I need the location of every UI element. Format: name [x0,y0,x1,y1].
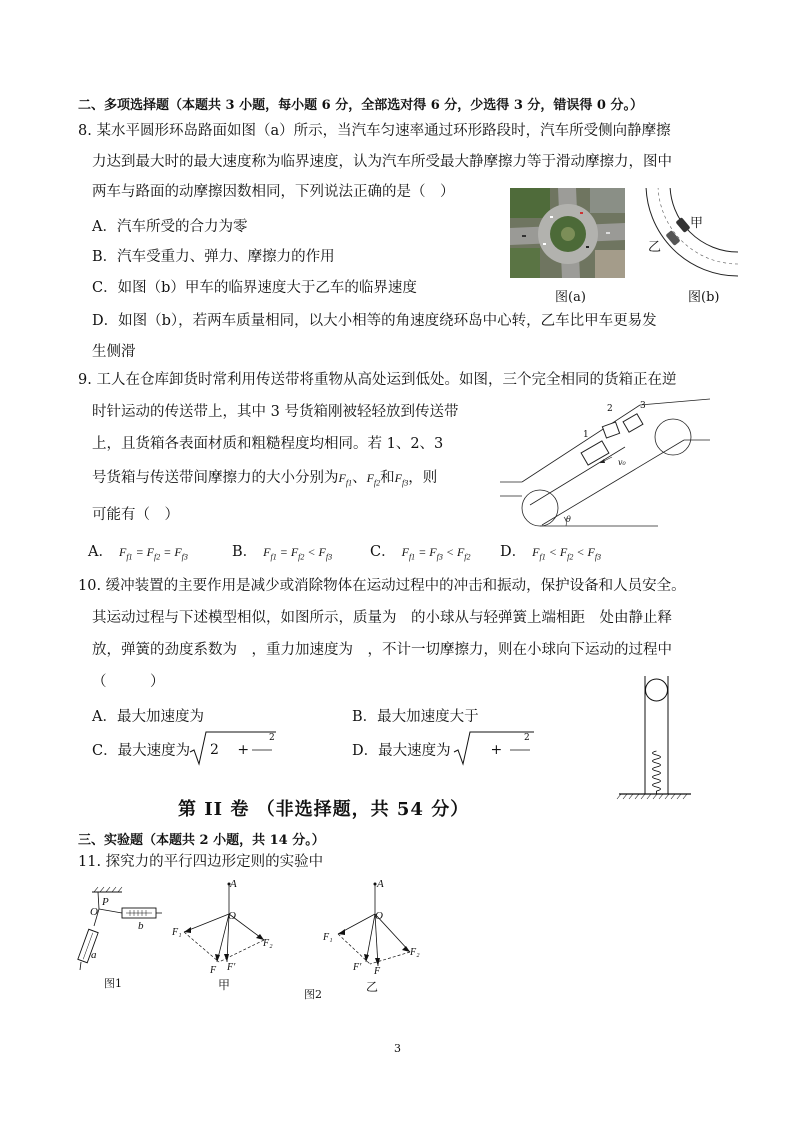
q9-option-b: B． $F_{f1} = F_{f2} < F_{f3}$ [232,544,333,562]
fig-b-label-yi: 乙 [648,240,662,255]
q10-line-4: （ ） [92,674,165,690]
jia-label-F2: F₂ [263,938,273,949]
figure-1-spring-scales [76,882,166,974]
v0-label: v₀ [618,458,626,467]
q11-line-1: 11. 探究力的平行四边形定则的实验中 [78,854,324,870]
q9-line-2: 时针运动的传送带上，其中 3 号货箱刚被轻轻放到传送带 [92,404,459,420]
yi-label-Fprime: F′ [353,962,362,973]
q9-option-c: C． $F_{f1} = F_{f3} < F_{f2}$ [370,544,471,562]
q9-option-b-expr: $F_{f1} = F_{f2} < F_{f3}$ [263,545,333,562]
q9-option-c-expr: $F_{f1} = F_{f3} < F_{f2}$ [401,545,471,562]
q8-option-d-cont: 生侧滑 [92,344,136,360]
q10-c-inner: 2 + [210,742,250,758]
section-heading-experiment: 三、实验题（本题共 2 小题，共 14 分。） [78,833,325,848]
q9-option-d-expr: $F_{f1} < F_{f2} < F_{f3}$ [532,545,602,562]
jia-label-Fprime: F′ [227,962,236,973]
jia-label-F1: F₁ [172,927,182,938]
yi-label-F2: F₂ [410,947,420,958]
spring-ball-diagram [615,666,695,802]
q8-option-b: B．汽车受重力、弹力、摩擦力的作用 [92,249,335,265]
q8-option-d: D．如图（b），若两车质量相同，以大小相等的角速度绕环岛中心转，乙车比甲车更易发 [92,313,657,329]
q9-ff2: $F_{f2}$ [366,471,381,488]
fig-a-caption: 图(a) [555,290,586,305]
q9-line-5: 可能有（ ） [92,507,179,523]
yi-label-O: O [375,910,383,922]
theta-label: θ [566,515,571,524]
fig1-label-b: b [138,920,144,932]
q8-line-2: 力达到最大时的最大速度称为临界速度，认为汽车所受最大静摩擦力等于滑动摩擦力，图中 [92,154,672,170]
box-1-label: 1 [583,430,589,440]
q8-line-1: 8. 某水平圆形环岛路面如图（a）所示，当汽车匀速率通过环形路段时，汽车所受侧向静摩擦 [78,123,671,139]
q9-line-4 [92,468,437,493]
fig-b-caption: 图(b) [688,290,720,305]
q9-option-a: A． $F_{f1} = F_{f2} = F_{f3}$ [88,544,188,562]
box-2-label: 2 [607,404,613,414]
q8-option-a: A．汽车所受的合力为零 [92,219,248,235]
figure-1-caption: 图1 [104,977,122,990]
q9-option-a-expr: $F_{f1} = F_{f2} = F_{f3}$ [118,545,188,562]
section-heading-multiple-choice: 二、多项选择题（本题共 3 小题，每小题 6 分，全部选对得 6 分，少选得 3 分，错误得 0 分。） [78,98,643,113]
q10-d-frac-top: 2 [524,733,530,743]
fig1-label-O: O [90,906,98,918]
force-diagram-yi [318,876,428,976]
force-diagram-jia [172,876,282,976]
q10-option-d: D．最大速度为 [352,743,451,759]
fig-b-label-jia: 甲 [690,216,704,231]
q9-ff3: $F_{f3}$ [394,471,409,488]
jia-label-A: A [230,878,237,890]
q9-sep: 、 [352,470,367,486]
q9-option-d: D． $F_{f1} < F_{f2} < F_{f3}$ [500,544,602,562]
jia-label-F: F [210,965,217,976]
box-3-label: 3 [640,401,646,411]
q10-option-a: A．最大加速度为 [92,709,204,725]
q8-line-3: 两车与路面的动摩擦因数相同，下列说法正确的是（ ） [92,184,455,200]
figure-2-caption: 图2 [304,988,322,1001]
roundabout-photo [510,188,625,278]
jia-label-O: O [228,910,236,922]
q10-c-frac-top: 2 [269,733,275,743]
q8-option-c: C．如图（b）甲车的临界速度大于乙车的临界速度 [92,280,417,296]
jia-caption: 甲 [218,978,231,992]
fig1-label-P: P [102,896,109,908]
page-number: 3 [394,1042,401,1055]
q10-option-c: C．最大速度为 [92,743,191,759]
q9-line-3: 上，且货箱各表面材质和粗糙程度均相同。若 1、2、3 [92,436,444,452]
fig1-label-a: a [91,949,97,961]
q9-line-1: 9. 工人在仓库卸货时常利用传送带将重物从高处运到低处。如图，三个完全相同的货箱正在逆 [78,372,677,388]
q10-d-inner: + [472,742,503,758]
q10-option-b: B．最大加速度大于 [352,709,479,725]
q10-line-1: 10. 缓冲装置的主要作用是减少或消除物体在运动过程中的冲击和振动，保护设备和人员安全。 [78,578,686,594]
q9-line-4-text: 号货箱与传送带间摩擦力的大小分别为 [92,470,339,486]
yi-label-F1: F₁ [323,932,333,943]
q9-ff1: $F_{f1}$ [338,471,353,488]
yi-label-F: F [374,966,381,977]
q9-ze: ，则 [408,470,438,486]
conveyor-belt-diagram [500,395,715,530]
q10-line-2: 其运动过程与下述模型相似，如图所示，质量为 的小球从与轻弹簧上端相距 处由静止释 [92,610,672,626]
yi-caption: 乙 [366,980,379,994]
part-2-title: 第 II 卷 （非选择题，共 54 分） [178,799,470,820]
yi-label-A: A [377,878,384,890]
q9-he: 和 [380,470,395,486]
q10-line-3: 放，弹簧的劲度系数为 ，重力加速度为 ，不计一切摩擦力，则在小球向下运动的过程中 [92,642,672,658]
